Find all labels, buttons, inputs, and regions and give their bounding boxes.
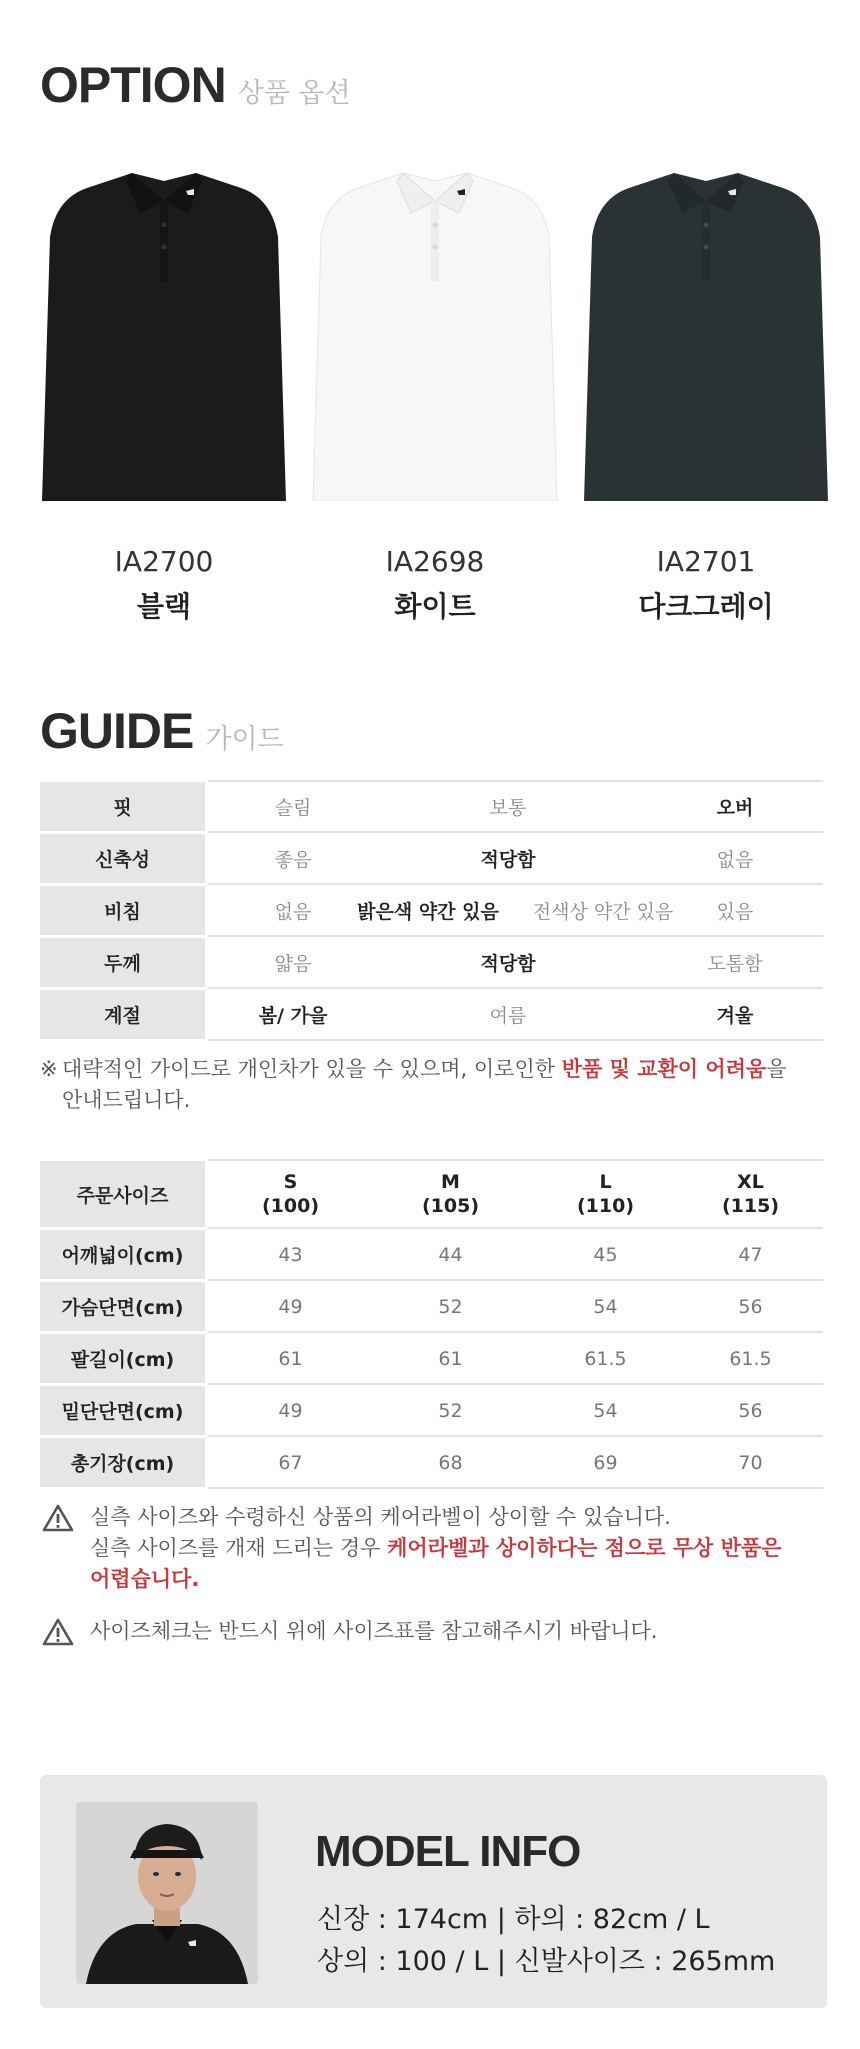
model-info-line1: 신장 : 174cm | 하의 : 82cm / L	[317, 1904, 710, 1935]
product-code-black: IA2700	[114, 545, 214, 578]
size-row-label: 밑단단면(cm)	[40, 1386, 205, 1435]
product-color-black: 블랙	[136, 590, 192, 623]
model-info-box	[40, 1775, 827, 2008]
guide-cell-selected: 봄/ 가을	[258, 1005, 328, 1027]
size-cell: 68	[438, 1451, 463, 1474]
size-row-label: 어깨넓이(cm)	[40, 1230, 205, 1279]
size-cell: 43	[278, 1243, 303, 1266]
size-col-m: M (105)	[421, 1171, 480, 1217]
warning-icon	[42, 1617, 74, 1647]
guide-row-stretch	[40, 834, 823, 883]
guide-notice	[40, 1054, 820, 1116]
size-cell: 52	[438, 1399, 463, 1422]
warning-icon	[42, 1503, 74, 1533]
notice-mark: ※	[40, 1057, 58, 1081]
size-cell: 45	[593, 1243, 618, 1266]
product-code-darkgrey: IA2701	[656, 545, 756, 578]
option-subtitle: 상품 옵션	[237, 78, 351, 109]
size-cell: 54	[593, 1295, 618, 1318]
guide-row-fit	[40, 782, 823, 831]
size-col-l: L (110)	[576, 1171, 635, 1217]
guide-row-label: 신축성	[40, 834, 205, 883]
guide-row-label: 두께	[40, 938, 205, 987]
model-info-line2: 상의 : 100 / L | 신발사이즈 : 265mm	[317, 1946, 776, 1977]
size-row-length	[40, 1438, 823, 1487]
size-cell: 61	[438, 1347, 463, 1370]
guide-row-label: 비침	[40, 886, 205, 935]
size-col-s: S (100)	[261, 1171, 320, 1217]
guide-row-sheer	[40, 886, 823, 935]
guide-heading	[40, 702, 284, 760]
guide-row-thickness	[40, 938, 823, 987]
size-header-row	[40, 1161, 823, 1227]
size-cell: 70	[738, 1451, 763, 1474]
guide-cell: 얇음	[274, 953, 312, 975]
size-cell: 52	[438, 1295, 463, 1318]
guide-row-season	[40, 990, 823, 1039]
notice-text: 대략적인 가이드로 개인차가 있을 수 있으며, 이로인한	[62, 1057, 562, 1081]
size-row-label: 총기장(cm)	[40, 1438, 205, 1487]
product-image-darkgrey[interactable]	[582, 167, 830, 501]
warning-care-label	[42, 1502, 782, 1595]
guide-cell: 없음	[274, 901, 312, 923]
notice-text-end: 을	[766, 1057, 787, 1081]
guide-cell: 여름	[489, 1005, 527, 1027]
warning-text: 사이즈체크는 반드시 위에 사이즈표를 참고해주시기 바랍니다.	[90, 1619, 658, 1643]
product-image-white[interactable]	[311, 167, 559, 501]
size-row-shoulder	[40, 1230, 823, 1279]
product-code-white: IA2698	[385, 545, 485, 578]
guide-cell: 보통	[489, 797, 527, 819]
guide-cell-selected: 오버	[716, 797, 754, 819]
notice-line2: 안내드립니다.	[62, 1088, 191, 1112]
size-cell: 54	[593, 1399, 618, 1422]
size-cell: 61.5	[729, 1347, 772, 1370]
size-cell: 67	[278, 1451, 303, 1474]
guide-cell: 좋음	[274, 849, 312, 871]
size-cell: 56	[738, 1295, 763, 1318]
size-table	[40, 1161, 823, 1490]
guide-cell: 슬림	[274, 797, 312, 819]
notice-highlight: 반품 및 교환이 어려움	[561, 1057, 767, 1081]
size-cell: 61.5	[584, 1347, 627, 1370]
product-image-black[interactable]	[40, 167, 288, 501]
size-cell: 47	[738, 1243, 763, 1266]
guide-cell-selected: 적당함	[480, 849, 536, 871]
warning-highlight-end: 어렵습니다.	[90, 1567, 200, 1591]
model-photo	[76, 1802, 258, 1984]
size-row-chest	[40, 1282, 823, 1331]
guide-row-label: 핏	[40, 782, 205, 831]
guide-table	[40, 782, 823, 1042]
product-color-darkgrey: 다크그레이	[638, 590, 774, 623]
warning-highlight: 케어라벨과 상이하다는 점으로 무상 반품은	[387, 1536, 782, 1560]
guide-cell-selected: 겨울	[716, 1005, 754, 1027]
guide-title: GUIDE	[40, 703, 194, 759]
guide-cell: 있음	[716, 901, 754, 923]
guide-cell-selected: 밝은색 약간 있음	[357, 901, 499, 923]
product-color-white: 화이트	[394, 590, 476, 623]
warning-size-check	[42, 1616, 658, 1647]
guide-subtitle: 가이드	[205, 724, 284, 755]
guide-cell: 전색상 약간 있음	[532, 901, 674, 923]
size-row-label: 팔길이(cm)	[40, 1334, 205, 1383]
size-row-label: 가슴단면(cm)	[40, 1282, 205, 1331]
size-cell: 56	[738, 1399, 763, 1422]
option-title: OPTION	[40, 57, 226, 113]
guide-cell-selected: 적당함	[480, 953, 536, 975]
size-cell: 49	[278, 1399, 303, 1422]
size-row-hem	[40, 1386, 823, 1435]
size-col-xl: XL (115)	[721, 1171, 780, 1217]
size-cell: 44	[438, 1243, 463, 1266]
guide-row-label: 계절	[40, 990, 205, 1039]
warning-text-line2: 실측 사이즈를 개재 드리는 경우	[90, 1536, 388, 1560]
guide-cell: 도톰함	[707, 953, 763, 975]
model-info-title: MODEL INFO	[315, 1827, 581, 1876]
size-cell: 61	[278, 1347, 303, 1370]
size-header-label: 주문사이즈	[40, 1161, 205, 1227]
option-heading	[40, 56, 351, 114]
size-cell: 49	[278, 1295, 303, 1318]
guide-cell: 없음	[716, 849, 754, 871]
size-cell: 69	[593, 1451, 618, 1474]
warning-text-line1: 실측 사이즈와 수령하신 상품의 케어라벨이 상이할 수 있습니다.	[90, 1505, 671, 1529]
size-row-sleeve	[40, 1334, 823, 1383]
